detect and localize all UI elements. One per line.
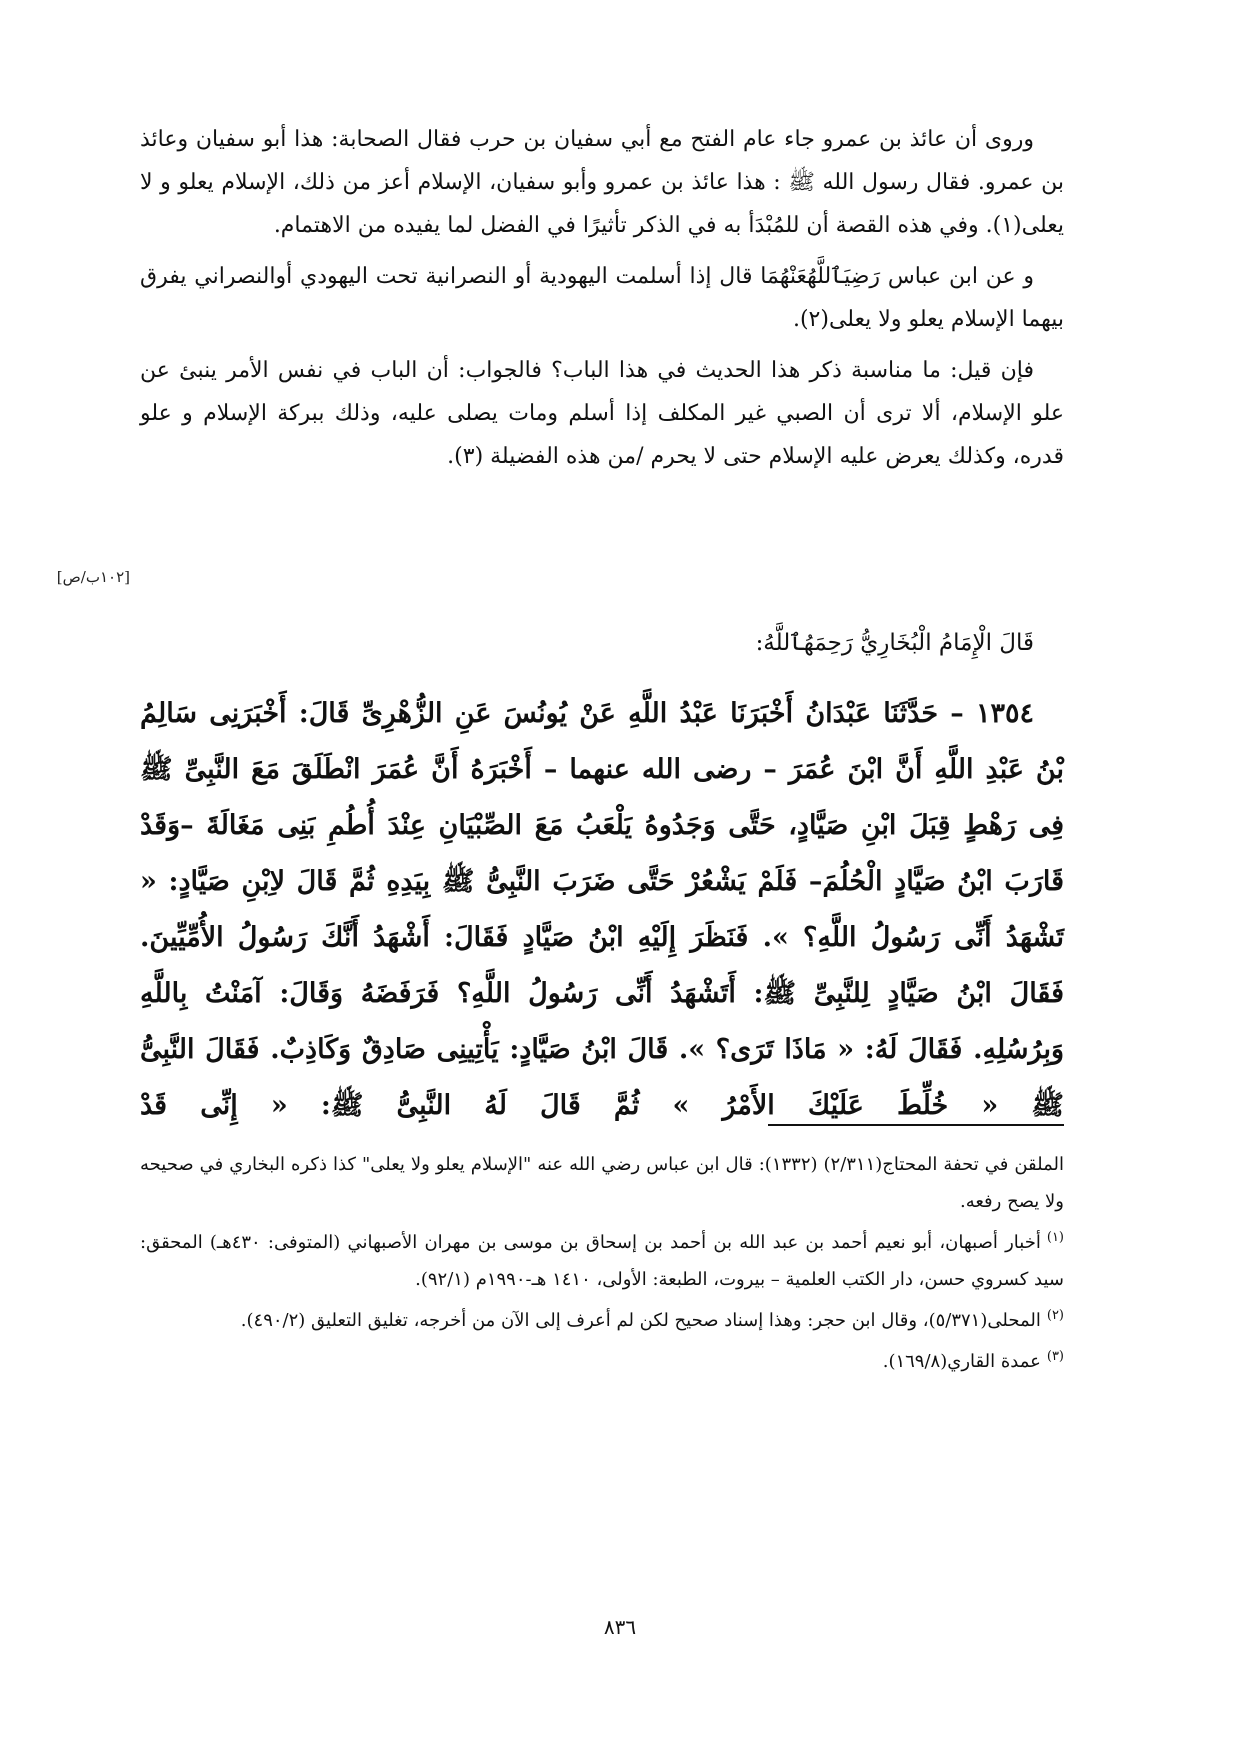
- body-paragraph-1: وروى أن عائذ بن عمرو جاء عام الفتح مع أبي سفيان بن حرب فقال الصحابة: هذا أبو سفيان وعائذ بن عمرو. فقال رسول الله ﷺ : هذا عائذ بن عمرو وأبو سفيان، الإسلام أعز من ذلك، الإسلام يعلو و لا يعلى(١). وفي هذه القصة أن للمُبْدَأ به في الذكر تأثيرًا في الفضل لما يفيده من الاهتمام.: [140, 127, 1064, 238]
- footnote-continuation: الملقن في تحفة المحتاج(٢/٣١١) (١٣٣٢): قال ابن عباس رضي الله عنه "الإسلام يعلو ولا يعلى" كذا ذكره البخاري في صحيحه ولا يصح رفعه.: [140, 1154, 1064, 1212]
- section-heading: قَالَ الْإِمَامُ الْبُخَارِيُّ رَحِمَهُٱللَّهُ:: [755, 630, 1034, 656]
- margin-folio-note: [١٠٢ب/ص]: [56, 568, 130, 586]
- page-number: ٨٣٦: [603, 1615, 637, 1639]
- footnote-1-text: أخبار أصبهان، أبو نعيم أحمد بن عبد الله بن أحمد بن إسحاق بن موسى بن مهران الأصبهاني (المتوفى: ٤٣٠هـ) المحقق: سيد كسروي حسن، دار الكتب العلمية – بيروت، الطبعة: الأولى، ١٤١٠ هـ-١٩٩٠م (٩٢/١).: [140, 1232, 1064, 1290]
- footnote-3-text: عمدة القاري(١٦٩/٨).: [882, 1351, 1041, 1372]
- body-text: [140, 118, 1064, 486]
- footnote-3-number: (٣): [1046, 1349, 1064, 1364]
- footnote-2-text: المحلى(٥/٣٧١)، وقال ابن حجر: وهذا إسناد صحيح لكن لم أعرف إلى الآن من أخرجه، تغليق التعليق (٤٩٠/٢).: [240, 1310, 1041, 1331]
- footnote-3: [140, 1343, 1064, 1380]
- footnotes: [140, 1146, 1064, 1384]
- footnote-2: [140, 1302, 1064, 1339]
- hadith-text-block: [140, 686, 1064, 1134]
- body-paragraph-3: فإن قيل: ما مناسبة ذكر هذا الحديث في هذا الباب؟ فالجواب: أن الباب في نفس الأمر ينبئ عن علو الإسلام، ألا ترى أن الصبي غير المكلف إذا أسلم ومات يصلى عليه، وذلك ببركة الإسلام و علو قدره، وكذلك يعرض عليه الإسلام حتى لا يحرم /من هذه الفضيلة (٣).: [140, 358, 1064, 469]
- footnote-1: [140, 1224, 1064, 1298]
- footnote-separator: [768, 1124, 1064, 1126]
- footnote-2-number: (٢): [1046, 1308, 1064, 1323]
- footnote-1-number: (١): [1046, 1230, 1064, 1245]
- hadith-paragraph: ١٣٥٤ – حَدَّثَنَا عَبْدَانُ أَخْبَرَنَا عَبْدُ اللَّهِ عَنْ يُونُسَ عَنِ الزُّهْرِىِّ قَالَ: أَخْبَرَنِى سَالِمُ بْنُ عَبْدِ اللَّهِ أَنَّ ابْنَ عُمَرَ – رضى الله عنهما – أَخْبَرَهُ أَنَّ عُمَرَ انْطَلَقَ مَعَ النَّبِىِّ ﷺ فِى رَهْطٍ قِبَلَ ابْنِ صَيَّادٍ، حَتَّى وَجَدُوهُ يَلْعَبُ مَعَ الصِّبْيَانِ عِنْدَ أُطُمِ بَنِى مَغَالَةَ –وَقَدْ قَارَبَ ابْنُ صَيَّادٍ الْحُلُمَ– فَلَمْ يَشْعُرْ حَتَّى ضَرَبَ النَّبِىُّ ﷺ بِيَدِهِ ثُمَّ قَالَ لاِبْنِ صَيَّادٍ: « تَشْهَدُ أَنِّى رَسُولُ اللَّهِ؟ ». فَنَظَرَ إِلَيْهِ ابْنُ صَيَّادٍ فَقَالَ: أَشْهَدُ أَنَّكَ رَسُولُ الأُمِّيِّينَ. فَقَالَ ابْنُ صَيَّادٍ لِلنَّبِىِّ ﷺ: أَتَشْهَدُ أَنِّى رَسُولُ اللَّهِ؟ فَرَفَضَهُ وَقَالَ: آمَنْتُ بِاللَّهِ وَبِرُسُلِهِ. فَقَالَ لَهُ: « مَاذَا تَرَى؟ ». قَالَ ابْنُ صَيَّادٍ: يَأْتِينِى صَادِقٌ وَكَاذِبٌ. فَقَالَ النَّبِىُّ ﷺ « خُلِّطَ عَلَيْكَ الأَمْرُ » ثُمَّ قَالَ لَهُ النَّبِىُّ ﷺ: « إِنِّى قَدْ: [140, 698, 1065, 1121]
- body-paragraph-2: و عن ابن عباس رَضِيَٱللَّهُعَنْهُمَا قال إذا أسلمت اليهودية أو النصرانية تحت اليهودي أوالنصراني يفرق بيهما الإسلام يعلو ولا يعلى(٢).: [140, 264, 1064, 332]
